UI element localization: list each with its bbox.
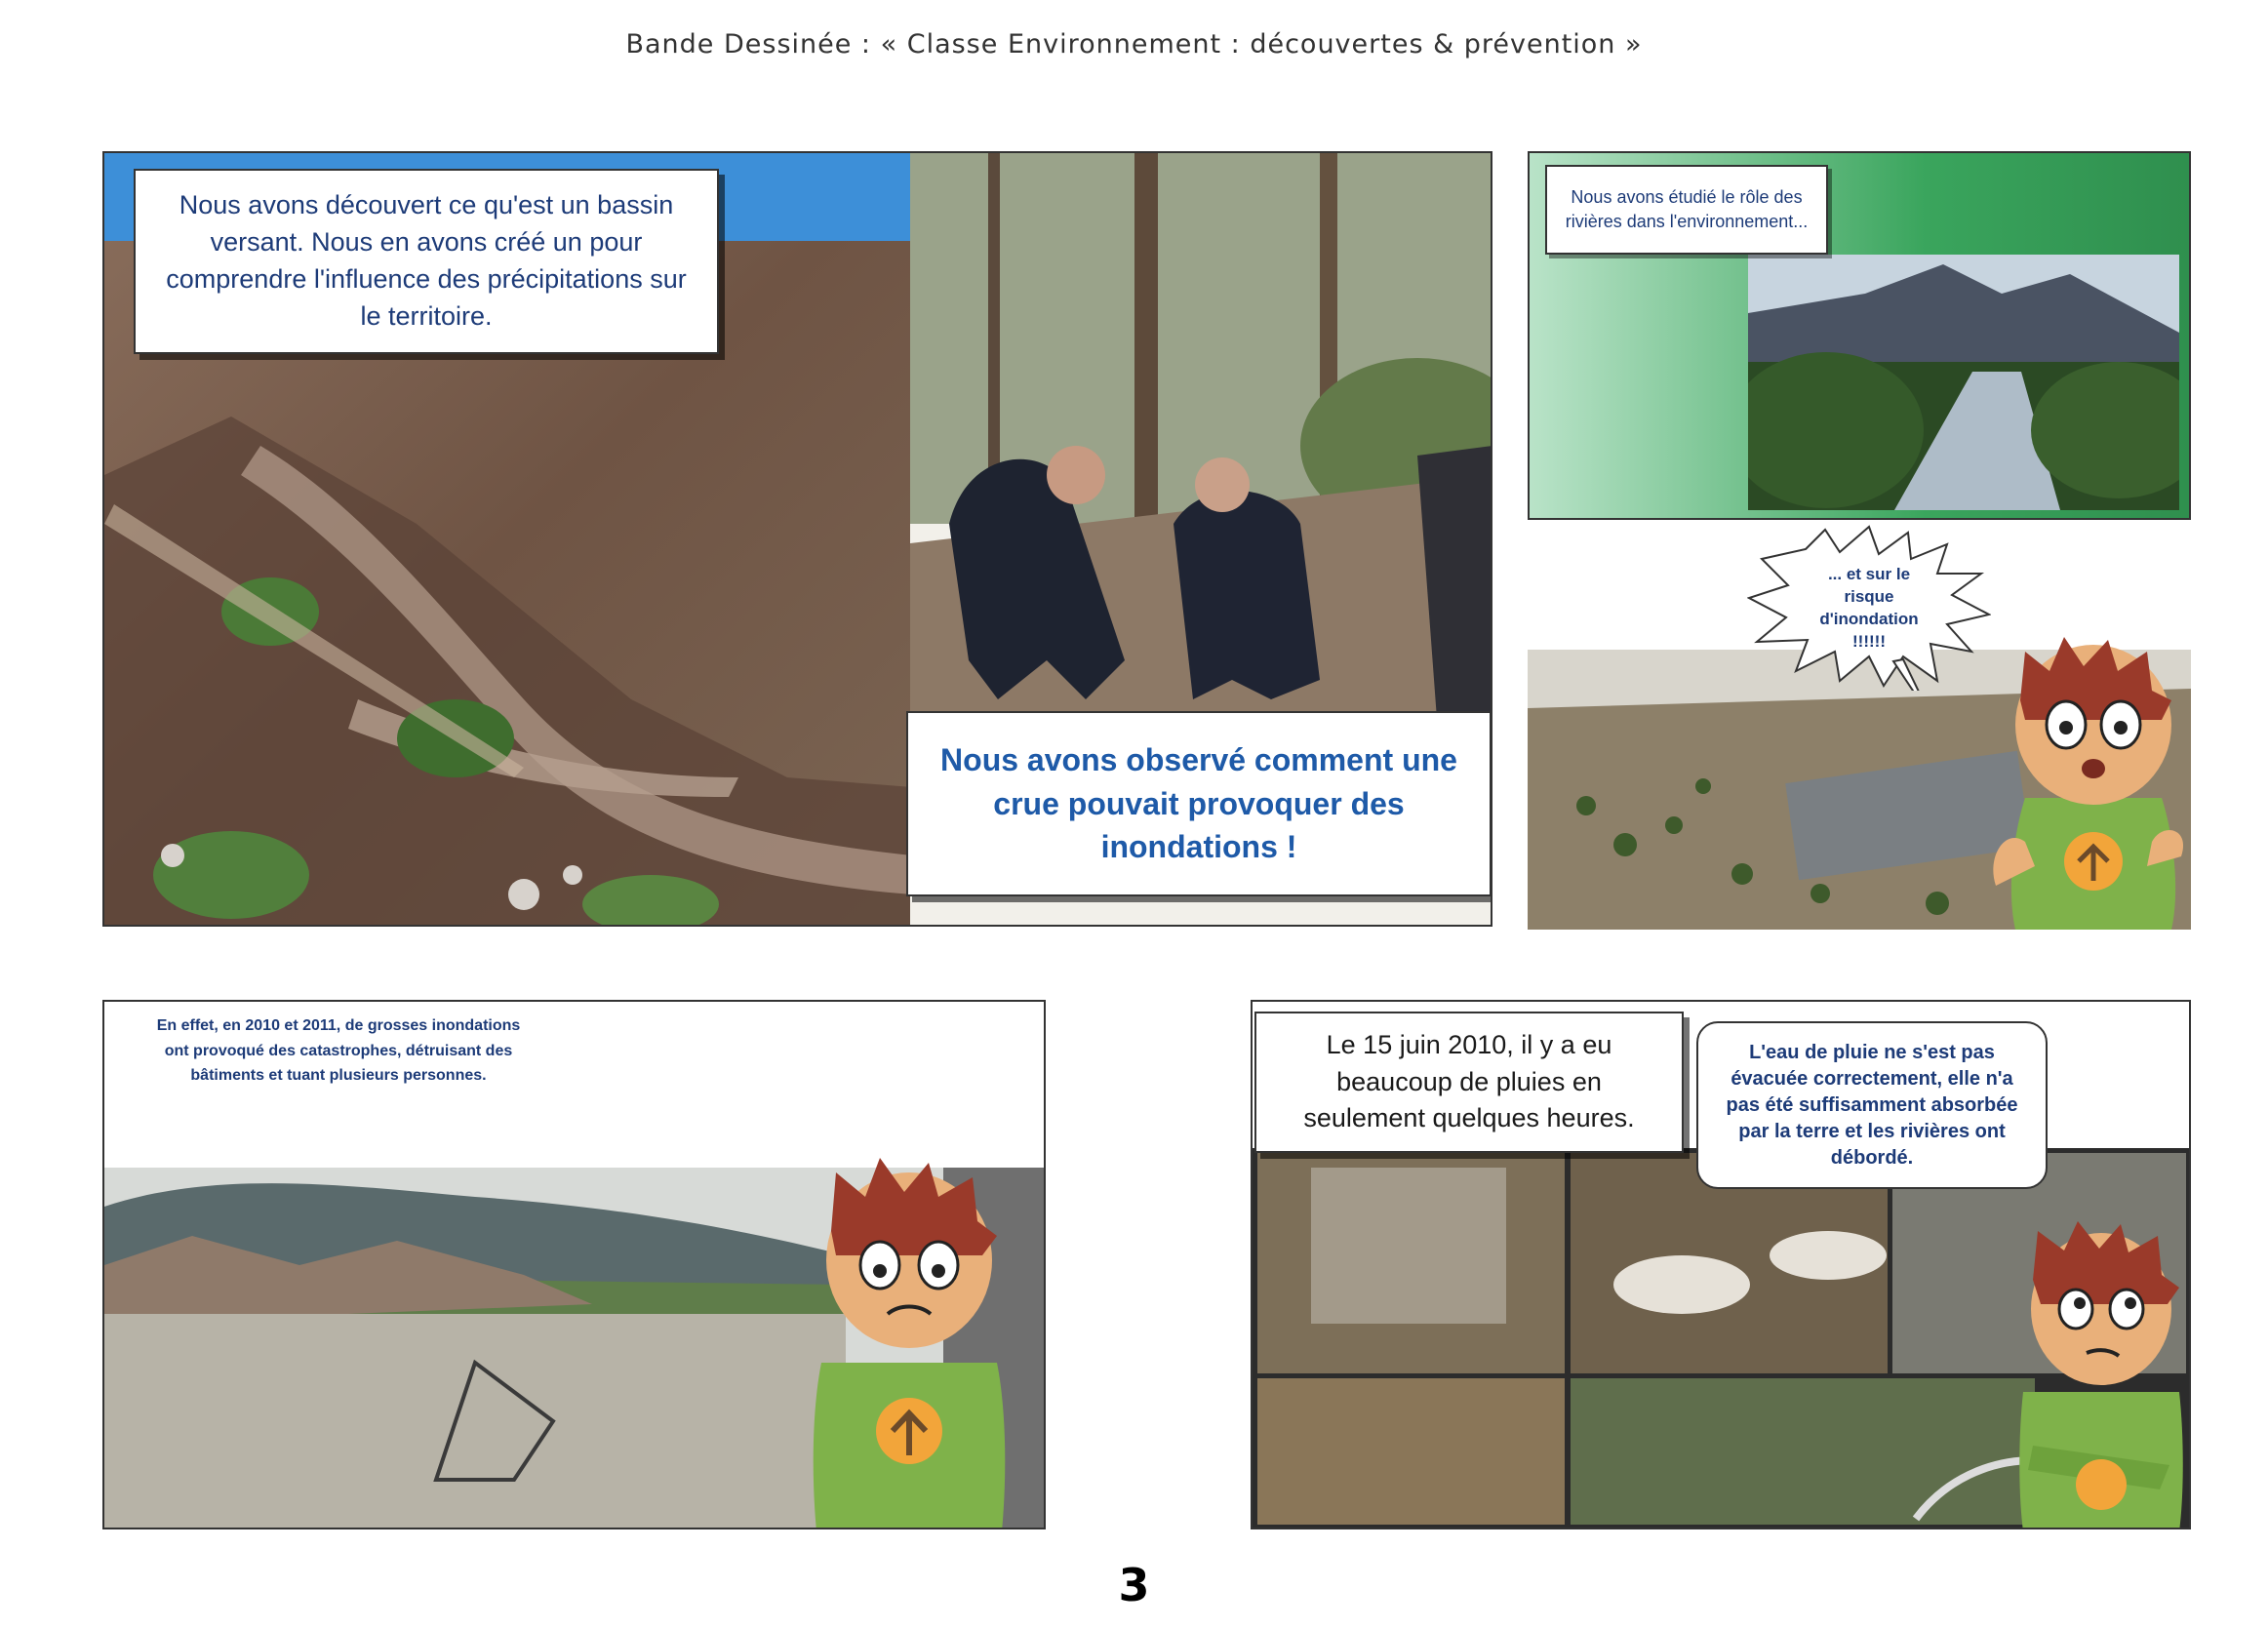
character-sad bbox=[802, 1158, 1016, 1529]
caption-june-2010: Le 15 juin 2010, il y a eu beaucoup de pluies en seulement quelques heures. bbox=[1254, 1012, 1684, 1153]
page-header: Bande Dessinée : « Classe Environnement : découvertes & prévention » bbox=[625, 29, 1643, 60]
panel-june-2010 bbox=[1251, 1000, 2191, 1529]
panel-rivers bbox=[1528, 151, 2191, 520]
text-floods-2010: En effet, en 2010 et 2011, de grosses inondations ont provoqué des catastrophes, détruisant des bâtiments et tuant plusieurs personnes. bbox=[156, 1017, 521, 1085]
page-number: 3 bbox=[1118, 1559, 1150, 1611]
panel-watershed bbox=[102, 151, 1492, 927]
speech-bubble-explanation: L'eau de pluie ne s'est pas évacuée correctement, elle n'a pas été suffisamment absorbée par la terre et les rivières ont débordé. bbox=[1696, 1021, 2048, 1189]
character-thinking bbox=[2013, 1221, 2189, 1529]
caption-rivers: Nous avons étudié le rôle des rivières dans l'environnement... bbox=[1545, 165, 1828, 255]
photo-river bbox=[1748, 255, 2179, 510]
caption-watershed: Nous avons découvert ce qu'est un bassin versant. Nous en avons créé un pour comprendre l'influence des précipitations sur le territoire. bbox=[134, 169, 719, 354]
character-surprised bbox=[1986, 632, 2191, 930]
shout-bubble bbox=[1747, 525, 1991, 691]
panel-floods-2010 bbox=[102, 1000, 1046, 1529]
shout-text: ... et sur le risque d'inondation !!!!!! bbox=[1819, 565, 1919, 651]
panel-flood-risk bbox=[1528, 525, 2191, 930]
caption-flood-observation: Nous avons observé comment une crue pouvait provoquer des inondations ! bbox=[906, 711, 1492, 896]
